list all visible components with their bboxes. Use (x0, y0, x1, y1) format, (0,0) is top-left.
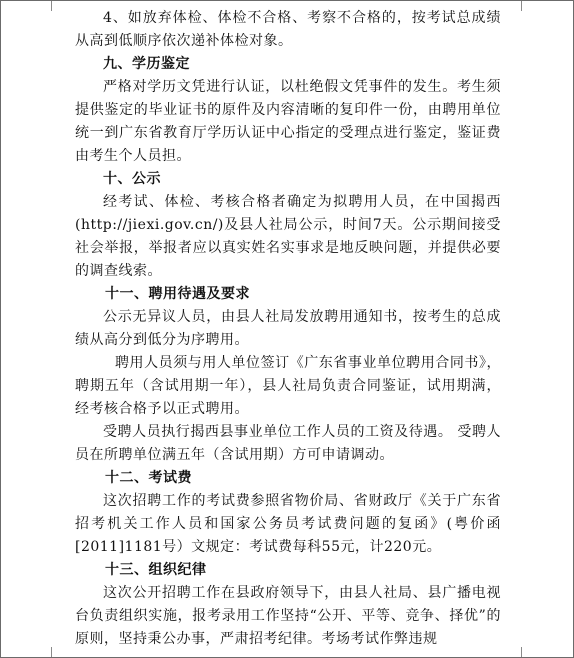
crop-mark-bottom-right (521, 647, 522, 657)
crop-mark-top-right (521, 1, 522, 11)
paragraph-4-retest: 4、如放弃体检、体检不合格、考察不合格的，按考试总成绩从高到低顺序依次递补体检对象。 (75, 10, 501, 49)
section-heading-9: 九、学历鉴定 (103, 56, 190, 72)
document-body (75, 7, 501, 651)
paragraph-exam-fee: 这次招聘工作的考试费参照省物价局、省财政厅《关于广东省招考机关工作人员和国家公务员考试费问题的复函》(粤价函[2011]1181号）文规定：考试费每科55元，计220元。 (75, 493, 501, 555)
paragraph-salary-benefits: 受聘人员执行揭西县事业单位工作人员的工资及待遇。 受聘人员在所聘单位满五年（含试用期）方可申请调动。 (75, 424, 501, 463)
paragraph-employment-contract: 聘用人员须与用人单位签订《广东省事业单位聘用合同书》，聘期五年（含试用期一年），县人社局负责合同鉴证，试用期满，经考核合格予以正式聘用。 (75, 355, 501, 417)
crop-mark-top-left (51, 1, 52, 11)
section-heading-10: 十、公示 (103, 171, 161, 187)
section-heading-12: 十二、考试费 (105, 470, 192, 486)
paragraph-employment-notice: 公示无异议人员，由县人社局发放聘用通知书，按考生的总成绩从高分到低分为序聘用。 (75, 309, 501, 348)
section-heading-13: 十三、组织纪律 (105, 562, 207, 578)
section-heading-11: 十一、聘用待遇及要求 (105, 286, 250, 302)
paragraph-degree-verification: 严格对学历文凭进行认证，以杜绝假文凭事件的发生。考生须提供鉴定的毕业证书的原件及内容清晰的复印件一份，由聘用单位统一到广东省教育厅学历认证中心指定的受理点进行鉴定，鉴证费由考生个人员担。 (75, 79, 501, 164)
paragraph-publicity: 经考试、体检、考核合格者确定为拟聘用人员，在中国揭西(http://jiexi.gov.cn/)及县人社局公示，时间7天。公示期间接受社会举报，举报者应以真实姓名实事求是地反映问题，并提供必要的调查线索。 (75, 194, 501, 279)
paragraph-discipline: 这次公开招聘工作在县政府领导下，由县人社局、县广播电视台负责组织实施，报考录用工作坚持“公开、平等、竞争、择优”的原则，坚持秉公办事，严肃招考纪律。考场考试作弊违规 (75, 585, 501, 647)
crop-mark-bottom-left (51, 647, 52, 657)
